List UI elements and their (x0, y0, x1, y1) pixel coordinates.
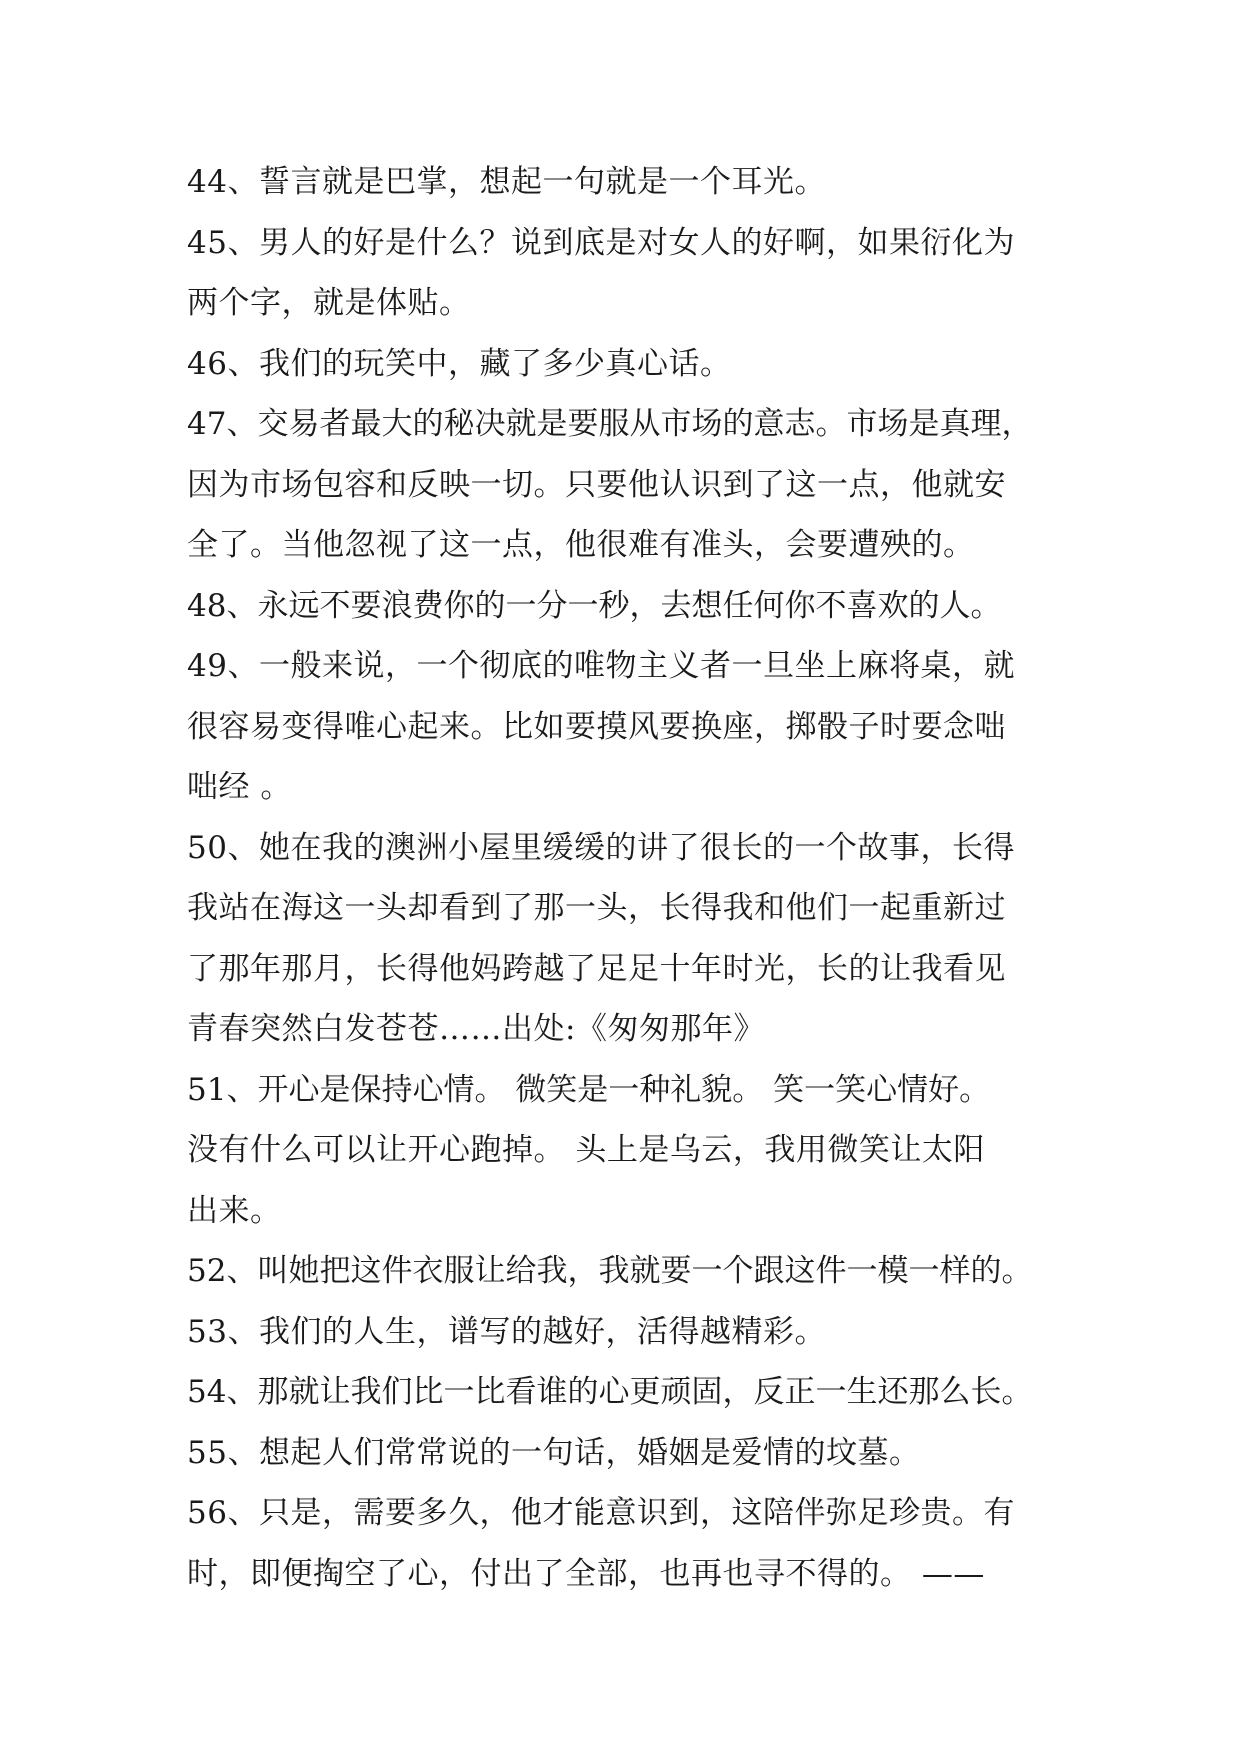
text-line: 55、想起人们常常说的一句话，婚姻是爱情的坟墓。 (187, 1434, 921, 1471)
text-line: 52、叫她把这件衣服让给我，我就要一个跟这件一模一样的。 (187, 1253, 1033, 1289)
text-line: 出来。 (187, 1192, 282, 1229)
text-line: 48、永远不要浪费你的一分一秒，去想任何你不喜欢的人。 (187, 587, 1002, 624)
text-line: 46、我们的玩笑中，藏了多少真心话。 (187, 345, 732, 382)
text-line: 时，即便掏空了心，付出了全部，也再也寻不得的。 —— (187, 1555, 985, 1592)
text-line: 咄经 。 (187, 769, 292, 805)
text-line: 因为市场包容和反映一切。只要他认识到了这一点，他就安 (187, 466, 1006, 503)
text-line: 全了。当他忽视了这一点，他很难有准头，会要遭殃的。 (187, 527, 975, 563)
text-line: 53、我们的人生，谱写的越好，活得越精彩。 (187, 1313, 826, 1350)
text-line: 49、一般来说，一个彻底的唯物主义者一旦坐上麻将桌，就 (187, 648, 1015, 684)
document-body (187, 152, 1072, 1604)
text-line: 50、她在我的澳洲小屋里缓缓的讲了很长的一个故事，长得 (187, 829, 1015, 866)
text-line: 44、誓言就是巴掌，想起一句就是一个耳光。 (187, 164, 826, 200)
text-line: 47、交易者最大的秘决就是要服从市场的意志。市场是真理， (187, 406, 1033, 442)
text-line: 了那年那月，长得他妈跨越了足足十年时光，长的让我看见 (187, 950, 1006, 987)
text-line: 青春突然白发苍苍……出处:《匆匆那年》 (187, 1011, 765, 1047)
text-line: 没有什么可以让开心跑掉。 头上是乌云，我用微笑让太阳 (187, 1132, 985, 1168)
text-line: 45、男人的好是什么？说到底是对女人的好啊，如果衍化为 (187, 224, 1015, 261)
text-line: 56、只是，需要多久，他才能意识到，这陪伴弥足珍贵。有 (187, 1495, 1015, 1531)
text-line: 54、那就让我们比一比看谁的心更顽固，反正一生还那么长。 (187, 1374, 1033, 1410)
text-line: 两个字，就是体贴。 (187, 285, 471, 321)
text-line: 51、开心是保持心情。 微笑是一种礼貌。 笑一笑心情好。 (187, 1071, 991, 1108)
text-line: 我站在海这一头却看到了那一头，长得我和他们一起重新过 (187, 890, 1006, 926)
text-line: 很容易变得唯心起来。比如要摸风要换座，掷骰子时要念咄 (187, 708, 1006, 745)
